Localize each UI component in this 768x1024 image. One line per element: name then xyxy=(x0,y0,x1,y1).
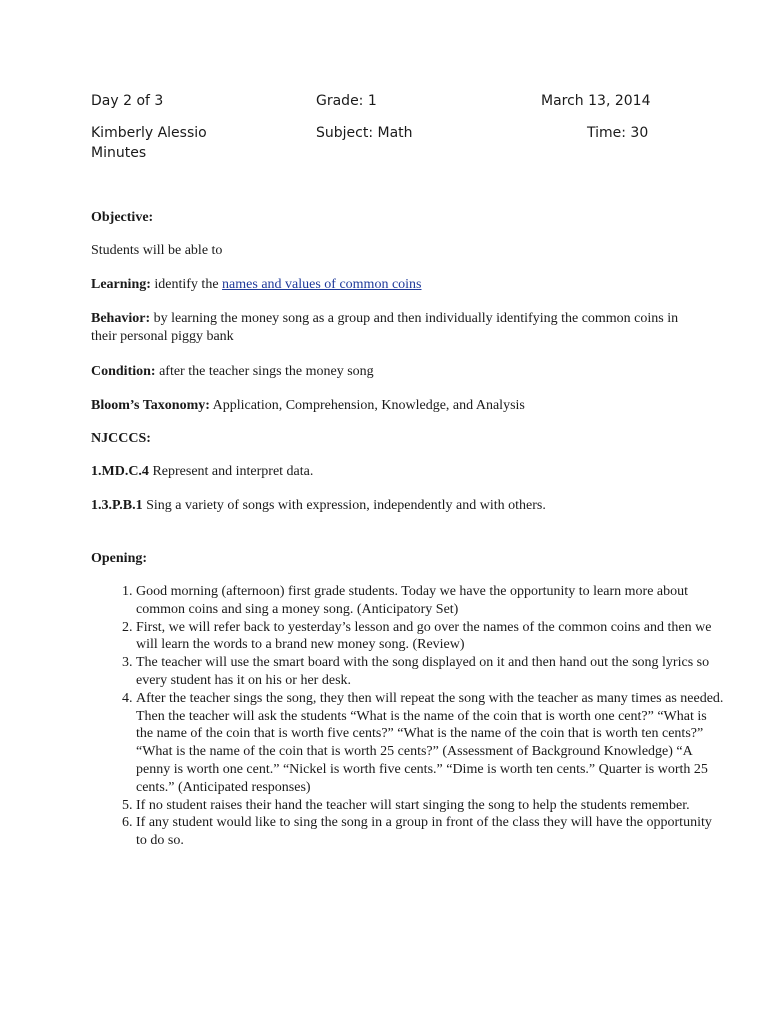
condition-label: Condition: xyxy=(91,364,156,379)
behavior-line xyxy=(91,310,681,346)
behavior-text: by learning the money song as a group and then individually identifying the common coins in their personal piggy bank xyxy=(91,311,679,344)
blooms-line xyxy=(91,397,681,415)
time-label: Time: 30 xyxy=(587,125,649,141)
condition-line xyxy=(91,363,681,381)
grade-label: Grade: 1 xyxy=(316,93,377,109)
standard-1-text: Represent and interpret data. xyxy=(148,464,314,479)
list-item: 1. Good morning (afternoon) first grade students. Today we have the opportunity to learn more about common coins and sing a money song. (Anticipatory Set) xyxy=(136,583,726,619)
objective-heading: Objective: xyxy=(91,210,154,225)
learning-text: identify the xyxy=(150,277,223,292)
time-unit-label: Minutes xyxy=(91,145,147,161)
blooms-label: Bloom’s Taxonomy: xyxy=(91,398,210,413)
list-item: 5. If no student raises their hand the teacher will start singing the song to help the students remember. xyxy=(136,797,726,815)
list-item: 6. If any student would like to sing the song in a group in front of the class they will have the opportunity to do so. xyxy=(136,814,726,850)
coins-link[interactable]: names and values of common coins xyxy=(222,277,422,292)
day-label: Day 2 of 3 xyxy=(91,93,164,109)
standard-2 xyxy=(91,497,681,515)
list-item: 2. First, we will refer back to yesterday’s lesson and go over the names of the common coins and then we will learn the words to a brand new money song. (Review) xyxy=(136,619,726,655)
opening-heading: Opening: xyxy=(91,551,148,566)
subject-label: Subject: Math xyxy=(316,125,413,141)
date-label: March 13, 2014 xyxy=(541,93,651,109)
njcccs-heading: NJCCCS: xyxy=(91,431,151,446)
list-item: 3. The teacher will use the smart board with the song displayed on it and then hand out the song lyrics so every student has it on his or her desk. xyxy=(136,654,726,690)
behavior-label: Behavior: xyxy=(91,311,151,326)
standard-1 xyxy=(91,463,681,481)
learning-line xyxy=(91,276,681,294)
list-item: 4. After the teacher sings the song, they then will repeat the song with the teacher as many times as needed. Then the teacher will ask the students “What is the name of the coin that is worth one cent?” “What is the name of the coin that is worth five cents?” “What is the name of the coin that is worth ten cents?” “What is the name of the coin that is worth 25 cents?” (Assessment of Background Knowledge) “A penny is worth one cent.” “Nickel is worth five cents.” “Dime is worth ten cents.” Quarter is worth 25 cents.” (Anticipated responses) xyxy=(136,690,726,797)
standard-1-code: 1.MD.C.4 xyxy=(91,464,149,479)
standard-2-text: Sing a variety of songs with expression, independently and with others. xyxy=(142,498,546,513)
teacher-name: Kimberly Alessio xyxy=(91,125,207,141)
learning-label: Learning: xyxy=(91,277,151,292)
objective-intro: Students will be able to xyxy=(91,243,223,258)
condition-text: after the teacher sings the money song xyxy=(155,364,374,379)
standard-2-code: 1.3.P.B.1 xyxy=(91,498,143,513)
blooms-text: Application, Comprehension, Knowledge, and Analysis xyxy=(209,398,525,413)
opening-steps-list xyxy=(91,583,726,850)
